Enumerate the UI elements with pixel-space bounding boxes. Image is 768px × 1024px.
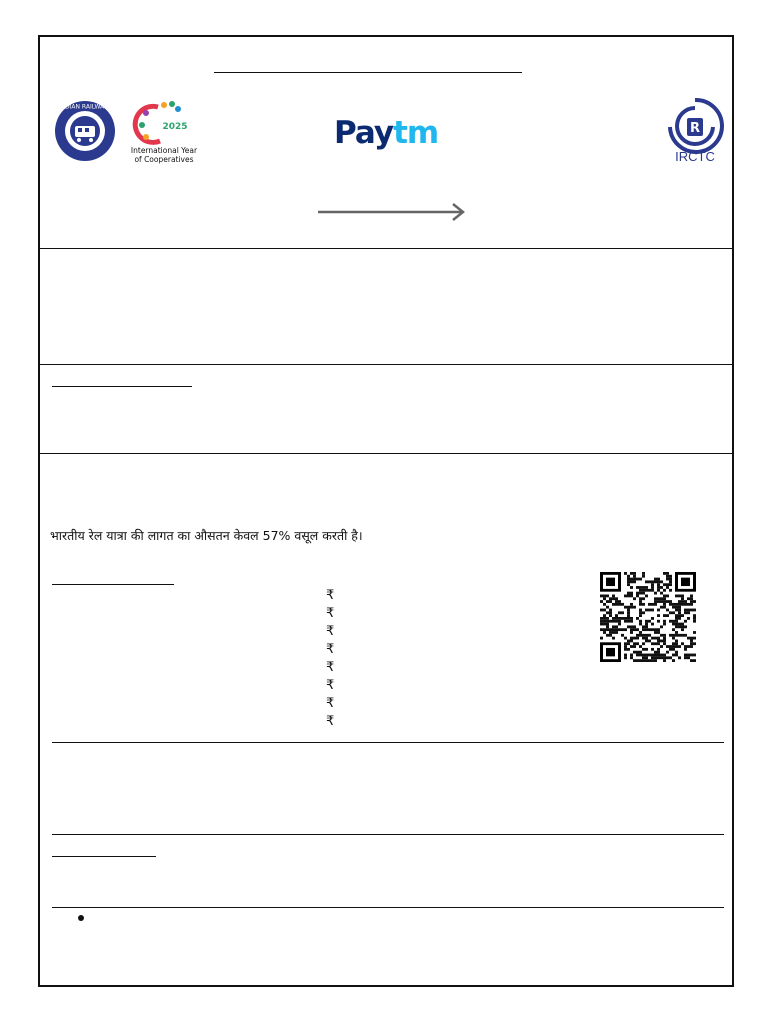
svg-text:R: R (689, 121, 701, 136)
rupee-symbol: ₹ (326, 660, 335, 675)
ticket-frame (38, 35, 734, 987)
section-divider-5 (52, 834, 724, 835)
indian-railways-text: INDIAN RAILWAYS (58, 103, 112, 111)
fare-heading-underline (52, 584, 174, 585)
iyc-year: 2025 (162, 122, 188, 132)
iyc-line2: of Cooperatives (134, 155, 194, 164)
rupee-symbol: ₹ (326, 696, 335, 711)
rupee-symbol: ₹ (326, 624, 335, 639)
irctc-logo (662, 95, 728, 167)
section-divider-3 (40, 453, 732, 454)
section-heading-underline-2 (52, 856, 156, 857)
rupee-symbol: ₹ (326, 678, 335, 693)
header-title-underline (214, 72, 522, 73)
section-heading-underline-1 (52, 386, 192, 387)
paytm-logo (334, 115, 450, 151)
qr-code (600, 572, 696, 662)
rupee-symbol: ₹ (326, 714, 335, 729)
indian-railways-logo (54, 100, 118, 162)
section-divider-6 (52, 907, 724, 908)
fare-subsidy-note: भारतीय रेल यात्रा की लागत का औसतन केवल 57% वसूल करती है। (50, 528, 363, 543)
section-divider-2 (40, 364, 732, 365)
iyc-2025-logo (130, 99, 206, 167)
section-divider-1 (40, 248, 732, 249)
rupee-symbol: ₹ (326, 642, 335, 657)
rupee-symbol: ₹ (326, 606, 335, 621)
paytm-logo-pay: Pay (334, 115, 394, 151)
arrow-right-icon (316, 201, 468, 223)
paytm-logo-tm: tm (393, 115, 439, 151)
rupee-symbol: ₹ (326, 588, 335, 603)
irctc-text: IRCTC (675, 149, 715, 164)
iyc-line1: International Year (130, 146, 198, 155)
bullet-icon (78, 915, 84, 921)
section-divider-4 (52, 742, 724, 743)
